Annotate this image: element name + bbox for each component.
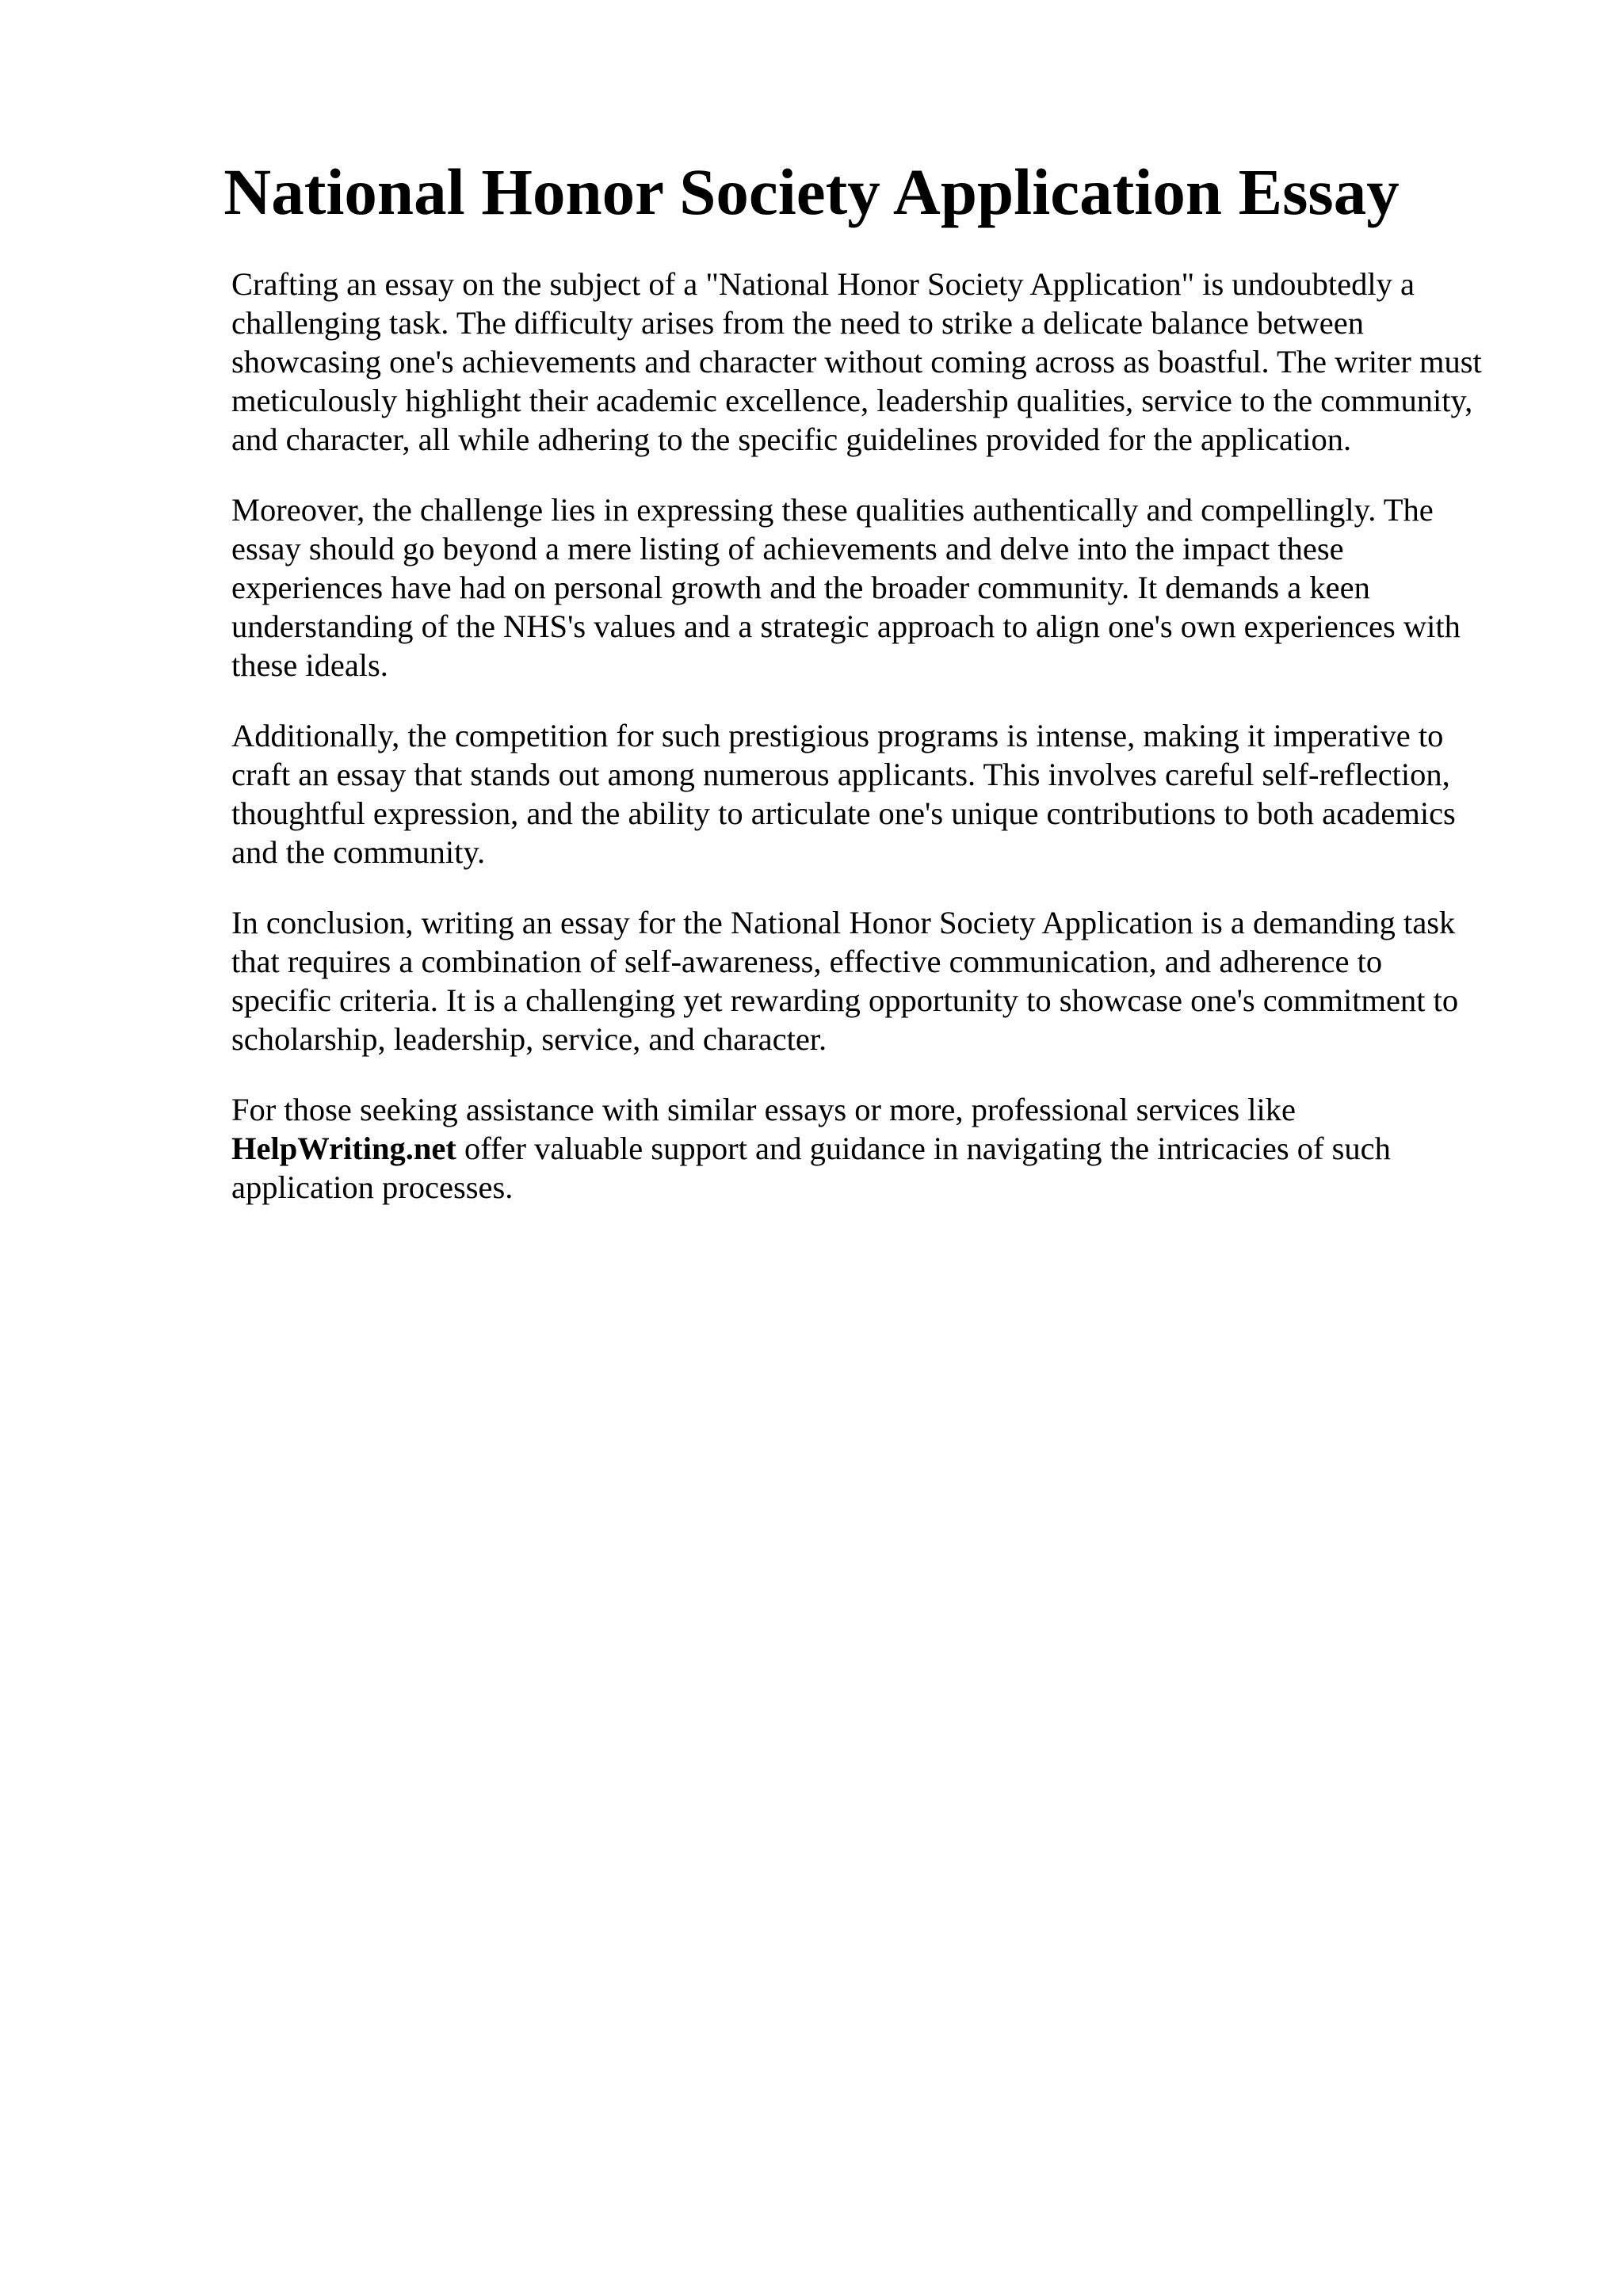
text-line: specific criteria. It is a challenging yet rewarding opportunity to showcase one's commitment to bbox=[231, 982, 1459, 1018]
text-line: these ideals. bbox=[231, 647, 388, 683]
text-line: understanding of the NHS's values and a strategic approach to align one's own experiences with bbox=[231, 608, 1461, 644]
text-line: Additionally, the competition for such prestigious programs is intense, making it imperative to bbox=[231, 718, 1444, 753]
text-line: experiences have had on personal growth and the broader community. It demands a keen bbox=[231, 570, 1370, 605]
paragraph-1 bbox=[231, 265, 1531, 459]
text-line: Crafting an essay on the subject of a "National Honor Society Application" is undoubtedly a bbox=[231, 266, 1415, 302]
text-line: and the community. bbox=[231, 834, 486, 870]
text-line: craft an essay that stands out among numerous applicants. This involves careful self-reflection, bbox=[231, 757, 1450, 792]
text-line: essay should go beyond a mere listing of achievements and delve into the impact these bbox=[231, 531, 1344, 566]
text-line: thoughtful expression, and the ability to articulate one's unique contributions to both academics bbox=[231, 795, 1456, 831]
paragraph-3 bbox=[231, 716, 1531, 871]
text-line: challenging task. The difficulty arises from the need to strike a delicate balance between bbox=[231, 305, 1364, 341]
helpwriting-brand: HelpWriting.net bbox=[231, 1131, 456, 1166]
text-line: application processes. bbox=[231, 1169, 514, 1205]
text-line: scholarship, leadership, service, and character. bbox=[231, 1021, 827, 1057]
document-title: National Honor Society Application Essay bbox=[223, 155, 1400, 228]
paragraph-4 bbox=[231, 903, 1531, 1058]
paragraph-2 bbox=[231, 490, 1531, 685]
document-body bbox=[231, 265, 1531, 1238]
text-line: that requires a combination of self-awareness, effective communication, and adherence to bbox=[231, 944, 1383, 979]
closing-line-2-rest: offer valuable support and guidance in navigating the intricacies of such bbox=[456, 1131, 1391, 1166]
text-line: and character, all while adhering to the specific guidelines provided for the application. bbox=[231, 421, 1352, 457]
text-line: For those seeking assistance with similar essays or more, professional services like bbox=[231, 1092, 1296, 1127]
text-line: meticulously highlight their academic excellence, leadership qualities, service to the community, bbox=[231, 383, 1473, 418]
text-line: showcasing one's achievements and character without coming across as boastful. The writer must bbox=[231, 344, 1482, 379]
text-line: In conclusion, writing an essay for the National Honor Society Application is a demanding task bbox=[231, 905, 1456, 940]
text-line bbox=[231, 1129, 1531, 1168]
text-line: Moreover, the challenge lies in expressing these qualities authentically and compellingly. The bbox=[231, 492, 1434, 528]
closing-paragraph bbox=[231, 1090, 1531, 1207]
